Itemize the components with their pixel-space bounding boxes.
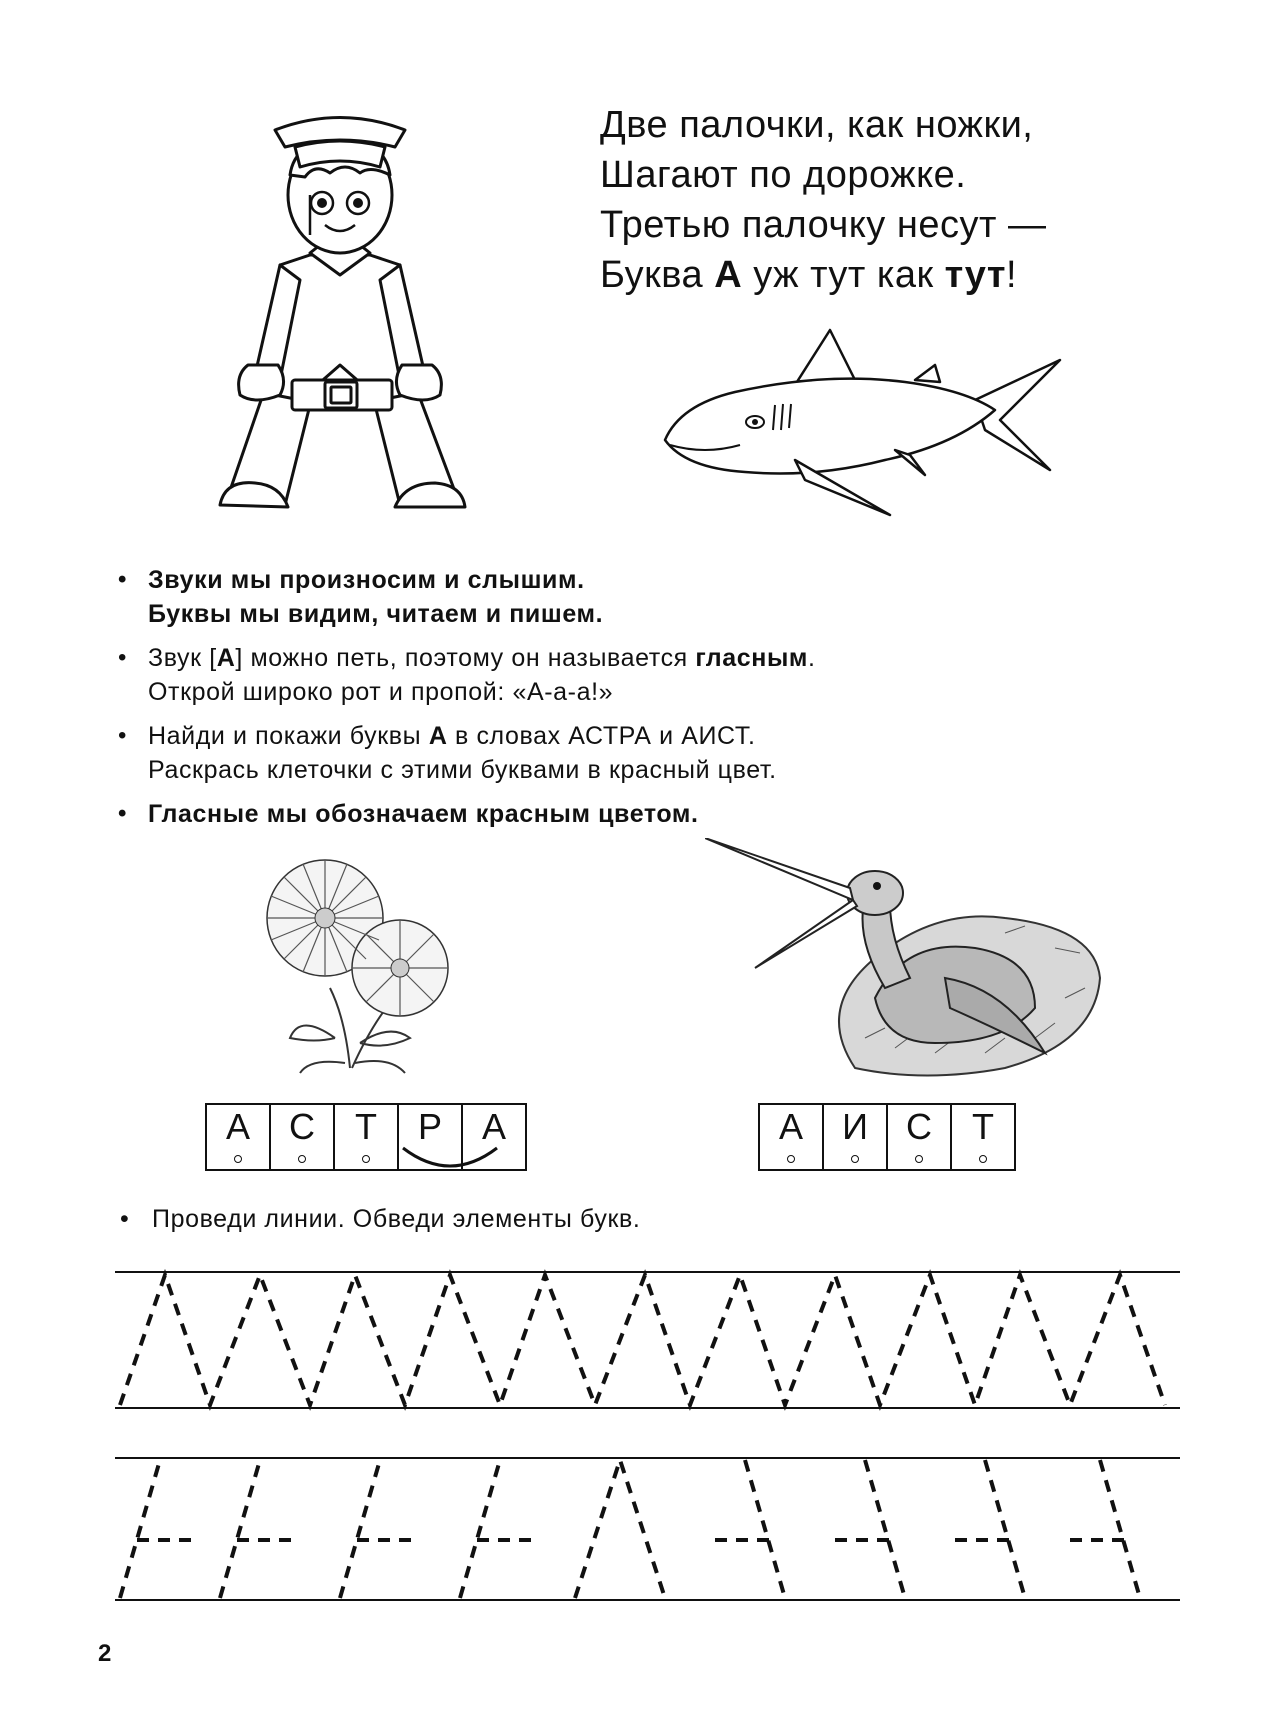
bullet-2-mid: ] можно петь, поэтому он называется	[235, 644, 696, 672]
letter-cell[interactable]	[824, 1105, 888, 1169]
shark-illustration	[655, 310, 1065, 540]
poem	[600, 100, 1046, 300]
bullet-dot: •	[118, 800, 128, 827]
bullet-red-vowels	[118, 797, 816, 831]
poem-line-4-end: тут	[944, 254, 1006, 296]
bullet-2-end: .	[808, 644, 816, 672]
poem-line-2: Шагают по дорожке.	[600, 154, 967, 196]
letter: Т	[972, 1106, 994, 1147]
poem-line-4	[600, 250, 1046, 300]
letter-cell[interactable]	[271, 1105, 335, 1169]
dashed-right-stroke	[1100, 1460, 1140, 1598]
poem-line-4-pre: Буква	[600, 254, 715, 296]
dashed-left-stroke	[120, 1460, 160, 1598]
poem-line-1: Две палочки, как ножки,	[600, 104, 1034, 146]
dashed-right-stroke	[985, 1460, 1025, 1598]
word-grid-aist	[758, 1103, 1016, 1171]
instructions-list	[118, 563, 816, 841]
bullet-dot: •	[120, 1205, 130, 1233]
bullet-find-letters	[118, 719, 816, 787]
bullet-dot: •	[118, 644, 128, 671]
letter: А	[481, 1106, 506, 1147]
letter-cell[interactable]	[888, 1105, 952, 1169]
bullet-1-line-2: Буквы мы видим, читаем и пишем.	[148, 600, 604, 628]
vowel-sound-mark	[851, 1155, 859, 1163]
syllable-arc	[395, 1142, 505, 1172]
letter: Т	[355, 1106, 377, 1147]
bullet-3-line-2: Раскрась клеточки с этими буквами в красный цвет.	[148, 756, 777, 784]
stork-nest-illustration	[705, 838, 1105, 1078]
tracing-task	[120, 1205, 640, 1234]
letter-cell[interactable]	[335, 1105, 399, 1169]
page-number: 2	[98, 1640, 112, 1667]
poem-line-4-punct: !	[1005, 254, 1017, 296]
dashed-left-stroke	[340, 1460, 380, 1598]
dashed-right-stroke	[745, 1460, 785, 1598]
poem-line-4-mid: уж тут как	[742, 254, 945, 296]
bullet-2-line-2: Открой широко рот и пропой: «А-а-а!»	[148, 678, 614, 706]
bullet-2-pre: Звук [	[148, 644, 217, 672]
letter: А	[225, 1106, 250, 1147]
bullet-2-letter: А	[216, 644, 236, 672]
letter-cell[interactable]	[952, 1105, 1014, 1169]
boy-letter-a-illustration	[210, 95, 470, 535]
letter: Р	[417, 1106, 442, 1147]
bullet-2-bold: гласным	[695, 644, 808, 672]
tracing-row-zigzag[interactable]	[115, 1260, 1185, 1420]
bullet-vowel-sound	[118, 641, 816, 709]
letter: А	[778, 1106, 803, 1147]
bullet-1-line-1: Звуки мы произносим и слышим.	[148, 566, 585, 594]
bullet-4-line-1: Гласные мы обозначаем красным цветом.	[148, 800, 699, 828]
letter: С	[289, 1106, 315, 1147]
letter: С	[906, 1106, 932, 1147]
bullet-dot: •	[118, 566, 128, 593]
bullet-dot: •	[118, 722, 128, 749]
bullet-sounds-letters	[118, 563, 816, 631]
aster-flower-illustration	[240, 838, 480, 1078]
tracing-task-text: Проведи линии. Обведи элементы букв.	[152, 1205, 641, 1233]
vowel-sound-mark	[787, 1155, 795, 1163]
sound-mark	[915, 1155, 923, 1163]
dashed-left-stroke	[220, 1460, 260, 1598]
sound-mark	[979, 1155, 987, 1163]
dashed-letter-a	[575, 1460, 665, 1598]
dashed-right-stroke	[865, 1460, 905, 1598]
poem-line-3: Третью палочку несут —	[600, 204, 1047, 246]
sound-mark	[362, 1155, 370, 1163]
letter: И	[842, 1106, 868, 1147]
dashed-zigzag	[120, 1275, 1165, 1405]
bullet-3-letter: А	[428, 722, 448, 750]
letter-cell[interactable]	[207, 1105, 271, 1169]
bullet-2-line-1	[148, 641, 816, 675]
vowel-sound-mark	[234, 1155, 242, 1163]
poem-letter-a: А	[714, 254, 743, 296]
sound-mark	[298, 1155, 306, 1163]
bullet-3-line-1	[148, 719, 816, 753]
bullet-3-pre: Найди и покажи буквы	[148, 722, 429, 750]
bullet-3-end: в словах АСТРА и АИСТ.	[447, 722, 756, 750]
tracing-row-letter-elements[interactable]	[115, 1448, 1185, 1608]
dashed-left-stroke	[460, 1460, 500, 1598]
letter-cell[interactable]	[760, 1105, 824, 1169]
